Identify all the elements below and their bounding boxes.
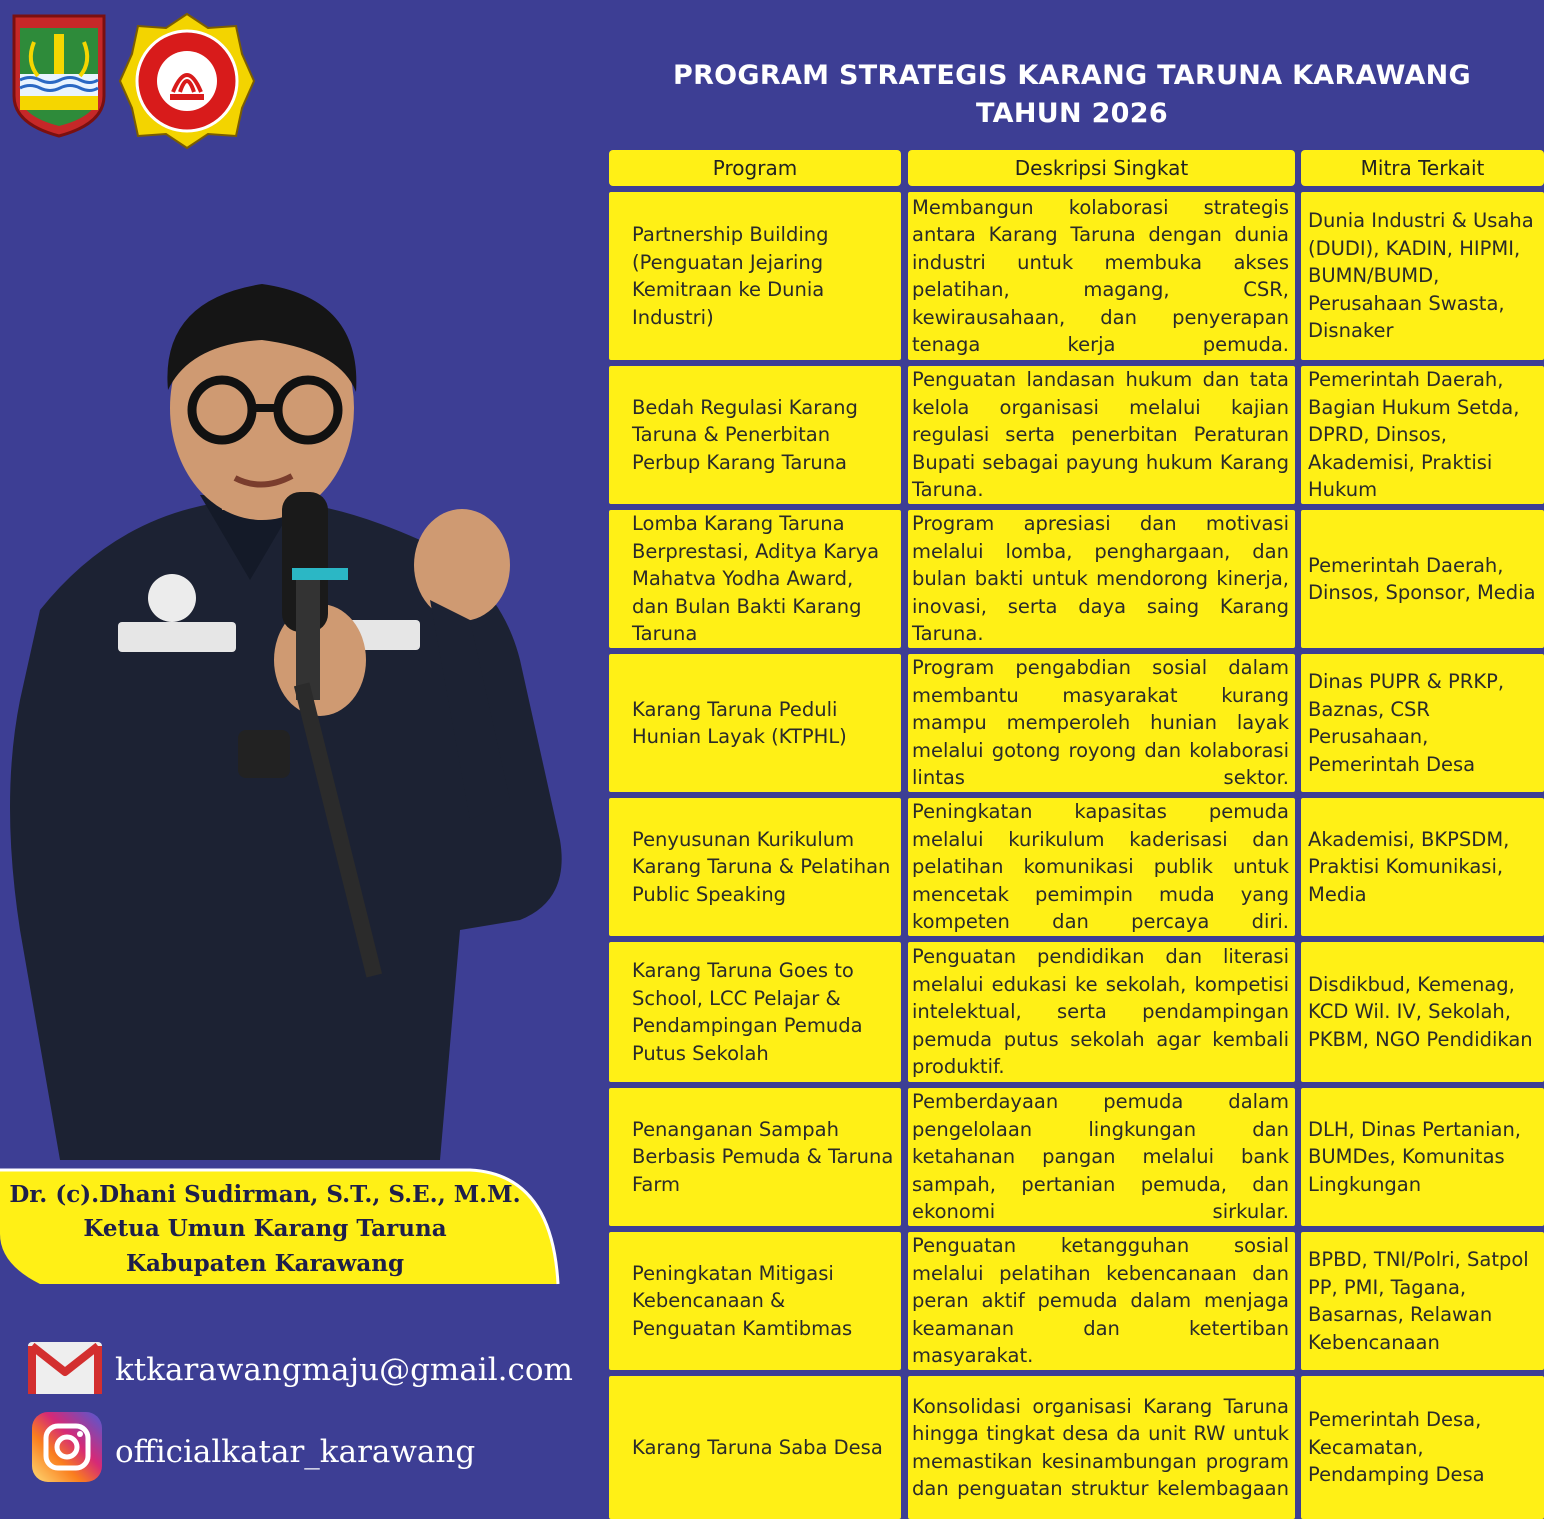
table-row-deskripsi: Program pengabdian sosial dalam membantu masyarakat kurang mampu memperoleh hunian layak melalui gotong royong dan kolaborasi lintas sektor. <box>908 654 1295 792</box>
page-title: PROGRAM STRATEGIS KARANG TARUNA KARAWANG <box>672 60 1472 91</box>
table-row-mitra: Disdikbud, Kemenag, KCD Wil. IV, Sekolah, PKBM, NGO Pendidikan <box>1301 942 1544 1082</box>
table-row-program: Penyusunan Kurikulum Karang Taruna & Pelatihan Public Speaking <box>609 798 901 936</box>
table-row-mitra: Dunia Industri & Usaha (DUDI), KADIN, HIPMI, BUMN/BUMD, Perusahaan Swasta, Disnaker <box>1301 192 1544 360</box>
table-row-mitra: Dinas PUPR & PRKP, Baznas, CSR Perusahaan, Pemerintah Desa <box>1301 654 1544 792</box>
karang-taruna-logo <box>118 12 256 150</box>
table-row-mitra: Pemerintah Daerah, Dinsos, Sponsor, Media <box>1301 510 1544 648</box>
person-role: Ketua Umun Karang Taruna <box>83 1215 447 1242</box>
table-row-deskripsi: Membangun kolaborasi strategis antara Karang Taruna dengan dunia industri untuk membuka akses pelatihan, magang, CSR, kewirausahaan, dan penyerapan tenaga kerja pemuda. <box>908 192 1295 360</box>
column-header-mitra: Mitra Terkait <box>1301 150 1544 186</box>
table-row-program: Lomba Karang Taruna Berprestasi, Aditya Karya Mahatva Yodha Award, dan Bulan Bakti Karang Taruna <box>609 510 901 648</box>
table-row-mitra: Akademisi, BKPSDM, Praktisi Komunikasi, Media <box>1301 798 1544 936</box>
page-subtitle-year: TAHUN 2026 <box>976 98 1168 129</box>
instagram-handle[interactable]: officialkatar_karawang <box>115 1434 476 1470</box>
person-name: Dr. (c).Dhani Sudirman, S.T., S.E., M.M. <box>9 1181 521 1208</box>
gmail-icon <box>28 1342 102 1394</box>
table-row-deskripsi: Penguatan landasan hukum dan tata kelola organisasi melalui kajian regulasi serta penerbitan Peraturan Bupati sebagai payung hukum Karang Taruna. <box>908 366 1295 504</box>
table-row-deskripsi: Pemberdayaan pemuda dalam pengelolaan lingkungan dan ketahanan pangan melalui bank sampah, pertanian pemuda, dan ekonomi sirkular. <box>908 1088 1295 1226</box>
table-row-program: Karang Taruna Goes to School, LCC Pelajar & Pendampingan Pemuda Putus Sekolah <box>609 942 901 1082</box>
table-row-mitra: BPBD, TNI/Polri, Satpol PP, PMI, Tagana, Basarnas, Relawan Kebencanaan <box>1301 1232 1544 1370</box>
table-row-program: Partnership Building (Penguatan Jejaring Kemitraan ke Dunia Industri) <box>609 192 901 360</box>
person-district: Kabupaten Karawang <box>125 1250 405 1277</box>
speaker-photo <box>0 280 600 1160</box>
table-row-deskripsi: Program apresiasi dan motivasi melalui lomba, penghargaan, dan bulan bakti untuk mendorong kinerja, inovasi, serta daya saing Karang Taruna. <box>908 510 1295 648</box>
column-header-program: Program <box>609 150 901 186</box>
instagram-icon <box>32 1412 102 1482</box>
table-row-mitra: Pemerintah Daerah, Bagian Hukum Setda, DPRD, Dinsos, Akademisi, Praktisi Hukum <box>1301 366 1544 504</box>
table-row-deskripsi: Peningkatan kapasitas pemuda melalui kurikulum kaderisasi dan pelatihan komunikasi publik untuk mencetak pemimpin muda yang kompeten dan percaya diri. <box>908 798 1295 936</box>
table-row-mitra: DLH, Dinas Pertanian, BUMDes, Komunitas Lingkungan <box>1301 1088 1544 1226</box>
email-address[interactable]: ktkarawangmaju@gmail.com <box>115 1352 573 1388</box>
table-row-program: Bedah Regulasi Karang Taruna & Penerbitan Perbup Karang Taruna <box>609 366 901 504</box>
column-header-deskripsi: Deskripsi Singkat <box>908 150 1295 186</box>
table-row-program: Karang Taruna Peduli Hunian Layak (KTPHL) <box>609 654 901 792</box>
table-row-deskripsi: Konsolidasi organisasi Karang Taruna hingga tingkat desa da unit RW untuk memastikan kesinambungan program dan penguatan struktur kelembagaan <box>908 1376 1295 1519</box>
table-row-mitra: Pemerintah Desa, Kecamatan, Pendamping Desa <box>1301 1376 1544 1519</box>
table-row-deskripsi: Penguatan pendidikan dan literasi melalui edukasi ke sekolah, kompetisi intelektual, serta pendampingan pemuda putus sekolah agar kembali produktif. <box>908 942 1295 1082</box>
table-row-program: Karang Taruna Saba Desa <box>609 1376 901 1519</box>
karawang-regency-logo <box>10 12 108 140</box>
table-row-deskripsi: Penguatan ketangguhan sosial melalui pelatihan kebencanaan dan peran aktif pemuda dalam menjaga keamanan dan ketertiban masyarakat. <box>908 1232 1295 1370</box>
table-row-program: Peningkatan Mitigasi Kebencanaan & Penguatan Kamtibmas <box>609 1232 901 1370</box>
table-row-program: Penanganan Sampah Berbasis Pemuda & Taruna Farm <box>609 1088 901 1226</box>
